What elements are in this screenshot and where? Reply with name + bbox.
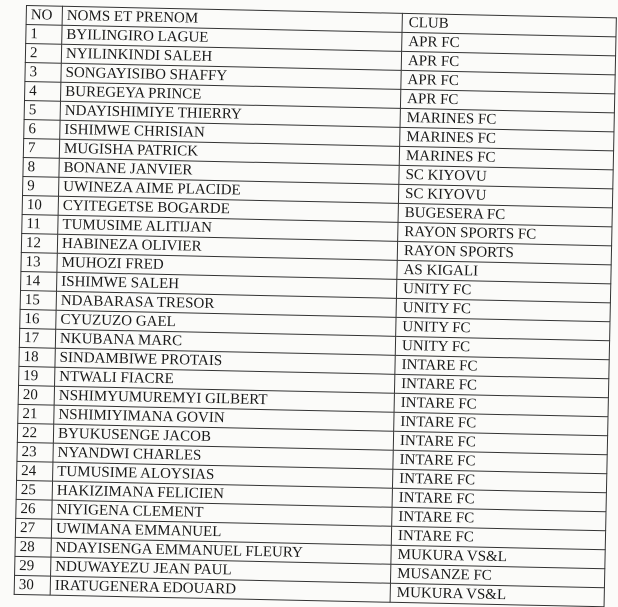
cell-no: 28: [15, 537, 51, 557]
cell-name: SINDAMBIWE PROTAIS: [55, 348, 395, 374]
cell-club: SC KIYOVU: [399, 165, 613, 188]
cell-no: 9: [23, 176, 59, 196]
cell-name: BYILINGIRO LAGUE: [62, 25, 402, 51]
cell-no: 27: [15, 518, 51, 538]
cell-name: NDAYISHIMIYE THIERRY: [60, 101, 400, 127]
cell-name: NIYIGENA CLEMENT: [52, 500, 392, 526]
cell-no: 25: [16, 480, 52, 500]
cell-club: RAYON SPORTS FC: [398, 222, 612, 245]
cell-club: INTARE FC: [393, 450, 607, 473]
cell-name: NDABARASA TRESOR: [56, 291, 396, 317]
cell-club: APR FC: [401, 51, 615, 74]
cell-club: AS KIGALI: [397, 260, 611, 283]
cell-no: 21: [18, 404, 54, 424]
cell-club: APR FC: [402, 32, 616, 55]
document-sheet: [14, 5, 616, 607]
cell-no: 24: [17, 461, 53, 481]
cell-no: 1: [26, 25, 62, 45]
cell-name: NKUBANA MARC: [55, 329, 395, 355]
cell-name: BUREGEYA PRINCE: [60, 82, 400, 108]
cell-no: 10: [22, 195, 58, 215]
cell-name: MUGISHA PATRICK: [59, 139, 399, 165]
cell-no: 22: [17, 423, 53, 443]
cell-club: APR FC: [400, 89, 614, 112]
cell-no: 7: [23, 138, 59, 158]
cell-name: NYILINKINDI SALEH: [61, 44, 401, 70]
cell-name: BYUKUSENGE JACOB: [53, 424, 393, 450]
cell-club: MUKURA VS&L: [390, 583, 604, 606]
cell-club: INTARE FC: [395, 355, 609, 378]
cell-no: 2: [25, 44, 61, 64]
cell-name: CYUZUZO GAEL: [56, 310, 396, 336]
cell-name: NTWALI FIACRE: [55, 367, 395, 393]
cell-no: 4: [24, 81, 60, 101]
table-body: [14, 25, 616, 607]
cell-no: 29: [15, 556, 51, 576]
header-no: NO: [26, 6, 62, 26]
cell-name: HAKIZIMANA FELICIEN: [52, 481, 392, 507]
cell-name: TUMUSIME ALOYSIAS: [53, 462, 393, 488]
cell-name: ISHIMWE SALEH: [57, 272, 397, 298]
cell-club: APR FC: [401, 70, 615, 93]
cell-no: 26: [16, 499, 52, 519]
cell-no: 5: [24, 100, 60, 120]
cell-club: INTARE FC: [392, 507, 606, 530]
cell-name: NDAYISENGA EMMANUEL FLEURY: [51, 538, 391, 564]
cell-name: MUHOZI FRED: [57, 253, 397, 279]
cell-name: BONANE JANVIER: [59, 158, 399, 184]
cell-club: UNITY FC: [396, 279, 610, 302]
cell-name: NDUWAYEZU JEAN PAUL: [51, 557, 391, 583]
cell-no: 8: [23, 157, 59, 177]
cell-no: 17: [19, 328, 55, 348]
cell-no: 23: [17, 442, 53, 462]
cell-no: 19: [19, 366, 55, 386]
cell-no: 30: [14, 575, 50, 595]
cell-club: UNITY FC: [396, 317, 610, 340]
cell-club: SC KIYOVU: [398, 184, 612, 207]
cell-no: 11: [22, 214, 58, 234]
cell-club: MARINES FC: [400, 108, 614, 131]
cell-no: 13: [21, 252, 57, 272]
cell-name: UWIMANA EMMANUEL: [51, 519, 391, 545]
cell-club: MUKURA VS&L: [391, 545, 605, 568]
cell-no: 16: [20, 309, 56, 329]
cell-name: NSHIMIYIMANA GOVIN: [54, 405, 394, 431]
cell-no: 3: [25, 62, 61, 82]
cell-club: BUGESERA FC: [398, 203, 612, 226]
cell-no: 15: [20, 290, 56, 310]
cell-name: TUMUSIME ALITIJAN: [58, 215, 398, 241]
cell-no: 18: [19, 347, 55, 367]
cell-club: INTARE FC: [394, 374, 608, 397]
cell-club: INTARE FC: [394, 393, 608, 416]
cell-club: UNITY FC: [396, 298, 610, 321]
cell-no: 6: [24, 119, 60, 139]
cell-club: MARINES FC: [400, 127, 614, 150]
header-club: CLUB: [402, 13, 616, 36]
cell-name: HABINEZA OLIVIER: [57, 234, 397, 260]
cell-name: ISHIMWE CHRISIAN: [60, 120, 400, 146]
cell-no: 12: [21, 233, 57, 253]
cell-club: INTARE FC: [391, 526, 605, 549]
cell-name: NYANDWI CHARLES: [53, 443, 393, 469]
cell-name: UWINEZA AIME PLACIDE: [59, 177, 399, 203]
cell-club: UNITY FC: [395, 336, 609, 359]
cell-club: RAYON SPORTS: [397, 241, 611, 264]
header-name: NOMS ET PRENOM: [62, 6, 402, 32]
cell-name: CYITEGETSE BOGARDE: [58, 196, 398, 222]
cell-club: INTARE FC: [392, 469, 606, 492]
cell-club: MARINES FC: [399, 146, 613, 169]
cell-club: INTARE FC: [394, 412, 608, 435]
cell-club: INTARE FC: [392, 488, 606, 511]
cell-club: MUSANZE FC: [390, 564, 604, 587]
cell-club: INTARE FC: [393, 431, 607, 454]
cell-no: 20: [18, 385, 54, 405]
cell-no: 14: [21, 271, 57, 291]
cell-name: SONGAYISIBO SHAFFY: [61, 63, 401, 89]
player-table: [14, 5, 617, 607]
cell-name: NSHIMYUMUREMYI GILBERT: [54, 386, 394, 412]
cell-name: IRATUGENERA EDOUARD: [50, 576, 390, 602]
